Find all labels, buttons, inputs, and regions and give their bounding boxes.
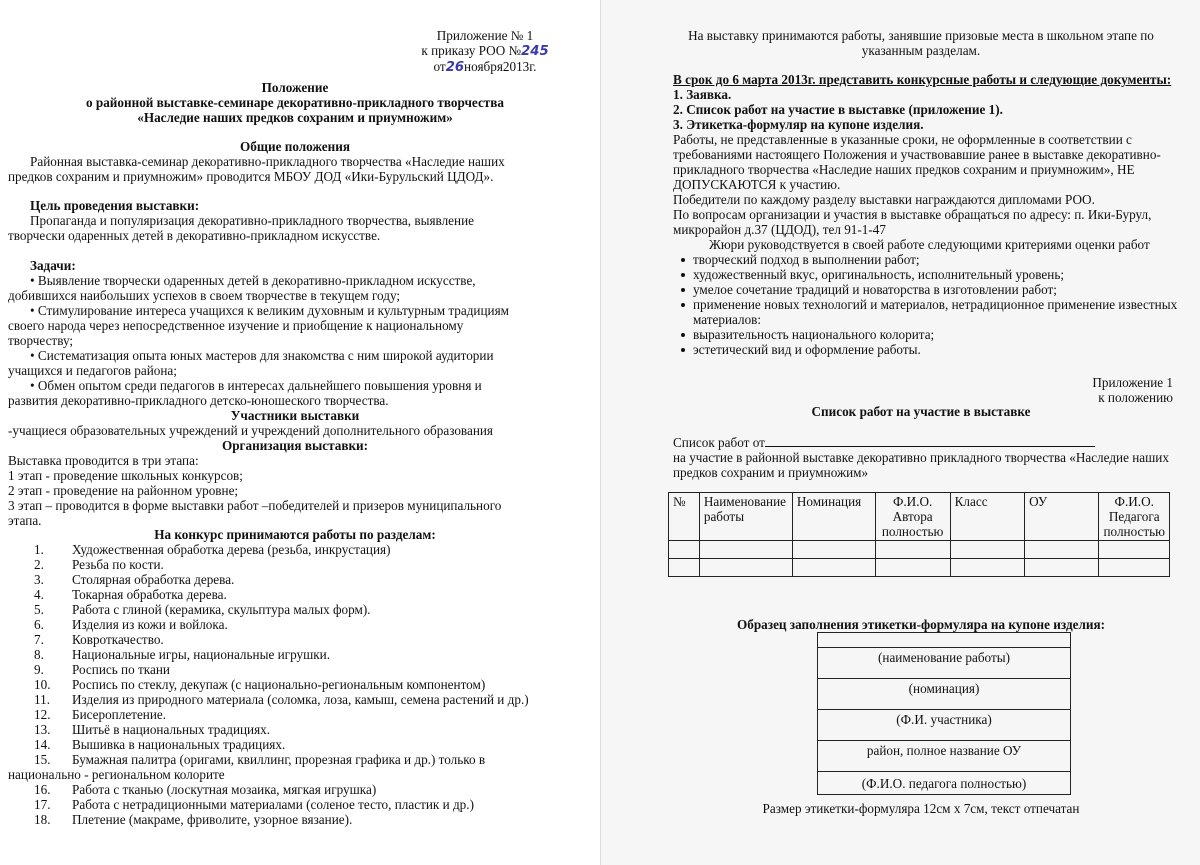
deadline-text: В срок до 6 марта 2013г. представить конкурсные работы и следующие документы: <box>673 72 1172 87</box>
rules-line: Работы, не представленные в указанные сроки, не оформленные в соответствии с <box>673 132 1132 147</box>
criteria-item <box>673 252 1193 267</box>
header-teacher: Ф.И.О. Педагога полностью <box>1099 493 1170 541</box>
list-item <box>8 707 582 722</box>
list-item <box>8 797 582 812</box>
section-text: Национальные игры, национальные игрушки. <box>72 647 330 662</box>
bullet-icon <box>681 288 685 292</box>
section-number: 7. <box>34 632 44 647</box>
goal-text-line1: Пропаганда и популяризация декоративно-прикладного творчества, выявление <box>30 213 474 228</box>
jury-intro: Жюри руководствуется в своей работе следующими критериями оценки работ <box>709 237 1150 252</box>
coupon-row <box>818 772 1070 794</box>
coupon-row <box>818 633 1070 648</box>
coupon-label: (наименование работы) <box>878 650 1010 665</box>
criteria-continuation: материалов: <box>693 312 762 327</box>
task-line: своего народа через непосредственное изучение и приобщение к национальному <box>8 318 464 333</box>
section-text: Токарная обработка дерева. <box>72 587 227 602</box>
rules-line: Победители по каждому разделу выставки награждаются дипломами РОО. <box>673 192 1095 207</box>
task-line: • Систематизация опыта юных мастеров для знакомства с ним широкой аудитории <box>30 348 494 363</box>
intro-line1: На выставку принимаются работы, занявшие призовые места в школьном этапе по <box>688 28 1154 43</box>
section-text: Плетение (макраме, фриволите, узорное вязание). <box>72 812 353 827</box>
tasks-heading: Задачи: <box>30 258 76 273</box>
annex-line3 <box>400 59 570 75</box>
task-line: творчеству; <box>8 333 74 348</box>
organization-line: 3 этап – проводится в форме выставки работ –победителей и призеров муниципального <box>8 498 502 513</box>
header-work-name: Наименование работы <box>699 493 792 541</box>
section-number: 18. <box>34 812 51 827</box>
list-line3: предков сохраним и приумножим» <box>673 465 869 480</box>
coupon-heading: Образец заполнения этикетки-формуляра на купоне изделия: <box>736 617 1105 632</box>
organization-line: этапа. <box>8 513 42 528</box>
coupon-sample <box>817 632 1071 795</box>
table-row <box>669 559 1170 577</box>
documents-block <box>673 72 1193 357</box>
list-item <box>8 677 582 692</box>
criteria-text: выразительность национального колорита; <box>693 327 935 342</box>
section-number: 5. <box>34 602 44 617</box>
goal-text-line2: творчески одаренных детей в декоративно-прикладном искусстве. <box>8 228 381 243</box>
section-text: Бисероплетение. <box>72 707 167 722</box>
general-heading: Общие положения <box>240 139 350 154</box>
section-text: Роспись по стеклу, декупаж (с национально-региональным компонентом) <box>72 677 486 692</box>
criteria-text: умелое сочетание традиций и новаторства в изготовлении работ; <box>693 282 1057 297</box>
section-number: 17. <box>34 797 51 812</box>
section-number: 11. <box>34 692 50 707</box>
criteria-text: художественный вкус, оригинальность, исполнительный уровень; <box>693 267 1065 282</box>
bullet-icon <box>681 348 685 352</box>
rules-line: микрорайон д.37 (ЦДОД), тел 91-1-47 <box>673 222 886 237</box>
section-text: Резьба по кости. <box>72 557 164 572</box>
list-item <box>8 647 582 662</box>
list-item <box>8 722 582 737</box>
sections-heading: На конкурс принимаются работы по разделам: <box>154 527 436 542</box>
criteria-item <box>673 267 1193 282</box>
works-table <box>668 492 1170 577</box>
right-page <box>600 0 1200 865</box>
section-number: 15. <box>34 752 51 767</box>
annex1-block <box>981 375 1173 405</box>
goal-section <box>8 198 582 243</box>
doc-title <box>8 80 582 125</box>
intro-block <box>671 28 1171 58</box>
list-item <box>8 737 582 752</box>
list-item <box>8 752 582 767</box>
document-item: 3. Этикетка-формуляр на купоне изделия. <box>673 117 924 132</box>
annex-line2 <box>400 43 570 59</box>
list-item <box>8 602 582 617</box>
section-text: Изделия из кожи и войлока. <box>72 617 228 632</box>
list-item <box>8 662 582 677</box>
annex-block <box>400 28 570 75</box>
section-number: 12. <box>34 707 51 722</box>
task-line: • Стимулирование интереса учащихся к великим духовным и культурным традициям <box>30 303 510 318</box>
list-item <box>8 587 582 602</box>
rules-line: ДОПУСКАЮТСЯ к участию. <box>673 177 841 192</box>
list-heading: Список работ на участие в выставке <box>811 404 1031 419</box>
section-text: Роспись по ткани <box>72 662 170 677</box>
section-number: 13. <box>34 722 51 737</box>
annex-line1: Приложение № 1 <box>436 28 534 43</box>
coupon-row <box>818 679 1070 710</box>
criteria-item <box>673 327 1193 342</box>
task-line: • Выявление творчески одаренных детей в декоративно-прикладном искусстве, <box>30 273 476 288</box>
general-text-line1: Районная выставка-семинар декоративно-прикладного творчества «Наследие наших <box>30 154 505 169</box>
criteria-item <box>673 297 1193 312</box>
coupon-row <box>818 648 1070 679</box>
header-number: № <box>669 493 700 541</box>
section-text: национально - региональном колорите <box>8 767 225 782</box>
section-number: 9. <box>34 662 44 677</box>
table-row <box>669 541 1170 559</box>
general-section <box>8 139 582 184</box>
list-item <box>8 542 582 557</box>
coupon-label: район, полное название ОУ <box>866 743 1022 758</box>
bullet-icon <box>681 273 685 277</box>
header-class: Класс <box>950 493 1025 541</box>
organization-heading: Организация выставки: <box>221 438 369 453</box>
bullet-icon <box>681 333 685 337</box>
section-text: Работа с тканью (лоскутная мозаика, мягкая игрушка) <box>72 782 377 797</box>
handwritten-day: 26 <box>445 60 465 75</box>
sections-items <box>8 542 582 827</box>
participants-text: -учащиеся образовательных учреждений и учреждений дополнительного образования <box>8 423 494 438</box>
section-number: 6. <box>34 617 44 632</box>
section-text: Шитьё в национальных традициях. <box>72 722 271 737</box>
criteria-text: применение новых технологий и материалов, нетрадиционное применение известных <box>693 297 1178 312</box>
rules-line: По вопросам организации и участия в выставке обращаться по адресу: п. Ики-Бурул, <box>673 207 1152 222</box>
title-line3: «Наследие наших предков сохраним и приумножим» <box>137 110 453 125</box>
list-from-line <box>673 434 1193 450</box>
criteria-item <box>673 342 1193 357</box>
criteria-text: эстетический вид и оформление работы. <box>693 342 921 357</box>
document-item: 1. Заявка. <box>673 87 732 102</box>
coupon-row <box>818 741 1070 772</box>
list-item <box>8 782 582 797</box>
section-number: 10. <box>34 677 51 692</box>
section-text: Вышивка в национальных традициях. <box>72 737 286 752</box>
section-number: 8. <box>34 647 44 662</box>
task-line: добившихся наибольших успехов в своем творчестве в текущем году; <box>8 288 401 303</box>
list-from-label: Список работ от <box>673 435 765 450</box>
bullet-icon <box>681 258 685 262</box>
list-line2: на участие в районной выставке декоративно прикладного творчества «Наследие наших <box>673 450 1169 465</box>
title-line1: Положение <box>261 80 329 95</box>
section-number: 3. <box>34 572 44 587</box>
coupon-label: (Ф.И.О. педагога полностью) <box>861 776 1027 791</box>
organization-line: 1 этап - проведение школьных конкурсов; <box>8 468 243 483</box>
annex1-line1: Приложение 1 <box>1092 375 1173 390</box>
list-item <box>8 692 582 707</box>
list-item <box>8 632 582 647</box>
header-author: Ф.И.О. Автора полностью <box>875 493 950 541</box>
sections-list <box>8 527 582 827</box>
general-text-line2: предков сохраним и приумножим» проводится МБОУ ДОД «Ики-Бурульский ЦДОД». <box>8 169 494 184</box>
section-text: Столярная обработка дерева. <box>72 572 235 587</box>
criteria-text: творческий подход в выполнении работ; <box>693 252 920 267</box>
section-text: Ковроткачество. <box>72 632 164 647</box>
intro-line2: указанным разделам. <box>861 43 981 58</box>
fill-in-line <box>765 434 1095 447</box>
participants-section <box>8 408 582 528</box>
section-text: Работа с нетрадиционными материалами (соленое тесто, пластик и др.) <box>72 797 474 812</box>
organization-line: Выставка проводится в три этапа: <box>8 453 199 468</box>
document-item: 2. Список работ на участие в выставке (приложение 1). <box>673 102 1003 117</box>
task-line: • Обмен опытом среди педагогов в интересах дальнейшего повышения уровня и <box>30 378 482 393</box>
section-text: Работа с глиной (керамика, скульптура малых форм). <box>72 602 371 617</box>
section-text: Изделия из природного материала (соломка, лоза, камыш, семена растений и др.) <box>72 692 529 707</box>
bullet-icon <box>681 303 685 307</box>
organization-line: 2 этап - проведение на районном уровне; <box>8 483 239 498</box>
goal-heading: Цель проведения выставки: <box>30 198 200 213</box>
section-number: 4. <box>34 587 44 602</box>
annex-order-label: к приказу РОО № <box>421 43 522 58</box>
table-header-row <box>669 493 1170 541</box>
header-nomination: Номинация <box>792 493 875 541</box>
title-line2: о районной выставке-семинаре декоративно-прикладного творчества <box>85 95 504 110</box>
rules-line: прикладного творчества «Наследие наших предков сохраним и приумножим», НЕ <box>673 162 1135 177</box>
rules-line: требованиями настоящего Положения и участвовавшие ранее в выставке декоративно- <box>673 147 1161 162</box>
coupon-label: (Ф.И. участника) <box>896 712 992 727</box>
header-school: ОУ <box>1025 493 1099 541</box>
list-item <box>8 767 582 782</box>
coupon-row <box>818 710 1070 741</box>
list-intro <box>673 434 1193 480</box>
list-item <box>8 812 582 827</box>
tasks-section <box>8 258 582 408</box>
task-line: учащихся и педагогов района; <box>8 363 177 378</box>
annex-date-month: ноября2013г. <box>464 59 537 74</box>
section-text: Художественная обработка дерева (резьба, инкрустация) <box>72 542 391 557</box>
coupon-label: (номинация) <box>908 681 980 696</box>
handwritten-order-number: 245 <box>521 44 549 59</box>
section-number: 2. <box>34 557 44 572</box>
criteria-item <box>673 282 1193 297</box>
annex1-line2: к положению <box>1098 390 1173 405</box>
annex-date-label: от <box>433 59 446 74</box>
section-number: 1. <box>34 542 44 557</box>
section-number: 16. <box>34 782 51 797</box>
section-text: Бумажная палитра (оригами, квиллинг, прорезная графика и др.) только в <box>72 752 486 767</box>
list-item <box>8 572 582 587</box>
list-item <box>8 617 582 632</box>
list-item <box>8 557 582 572</box>
task-line: развития декоративно-прикладного детско-юношеского творчества. <box>8 393 389 408</box>
section-number: 14. <box>34 737 51 752</box>
participants-heading: Участники выставки <box>230 408 360 423</box>
coupon-size-note: Размер этикетки-формуляра 12см х 7см, текст отпечатан <box>762 801 1080 816</box>
